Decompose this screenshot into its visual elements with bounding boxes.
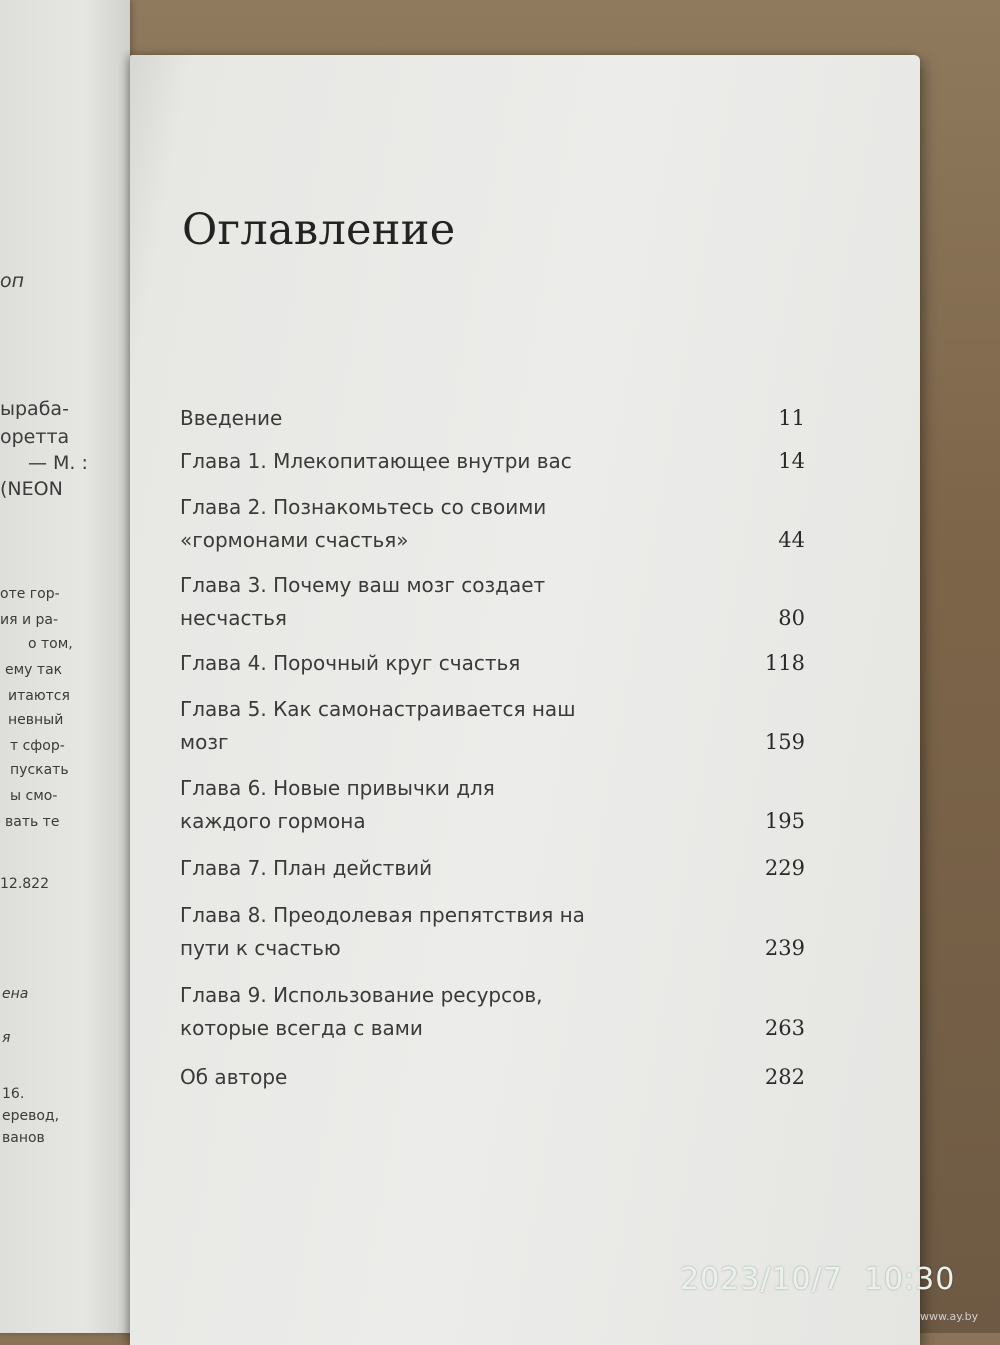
toc-entry-page: 11	[778, 406, 805, 430]
left-page-fragment: 12.822	[0, 876, 49, 892]
left-page-fragment: (NEON	[0, 478, 63, 500]
page-title: Оглавление	[182, 205, 456, 255]
toc-entry	[180, 647, 810, 680]
left-page-fragment: оретта	[0, 426, 70, 448]
toc-entry-page: 80	[778, 606, 805, 630]
left-page-fragment: вать те	[5, 814, 60, 830]
toc-entry-page: 195	[764, 809, 805, 833]
toc-entry-page: 263	[764, 1016, 805, 1040]
toc-entry-title: Глава 1. Млекопитающее внутри вас	[180, 449, 572, 473]
toc-entry-page: 118	[764, 651, 805, 675]
left-page-fragment: ыраба-	[0, 398, 69, 420]
left-page-fragment: ы смо-	[10, 788, 58, 804]
left-page-fragment: т сфор-	[10, 738, 65, 754]
toc-entry	[180, 772, 810, 838]
photo-timestamp: 2023/10/7 10:30	[680, 1262, 956, 1297]
toc-entry-title: Об авторе	[180, 1065, 288, 1089]
toc-entry	[180, 402, 810, 435]
toc-entry-title: Глава 2. Познакомьтесь со своими «гормонами счастья»	[180, 495, 547, 552]
toc-entry	[180, 852, 810, 885]
toc-entry	[180, 1061, 810, 1094]
toc-entry-title: Введение	[180, 406, 283, 430]
left-page-fragment: еревод,	[2, 1108, 60, 1124]
left-page-fragment: итаются	[8, 688, 70, 704]
left-page-fragment: ванов	[2, 1130, 45, 1146]
toc-entry	[180, 445, 810, 478]
left-book-page	[0, 0, 130, 1333]
toc-entry-page: 282	[764, 1065, 805, 1089]
toc-entry-page: 159	[764, 730, 805, 754]
left-page-fragment: ему так	[5, 662, 63, 678]
toc-entry-title: Глава 8. Преодолевая препятствия на пути к счастью	[180, 903, 585, 960]
toc-entry-title: Глава 9. Использование ресурсов, которые всегда с вами	[180, 983, 543, 1040]
toc-entry-title: Глава 6. Новые привычки для каждого гормона	[180, 776, 495, 833]
toc-entry-title: Глава 7. План действий	[180, 856, 433, 880]
left-page-fragment: пускать	[10, 762, 69, 778]
toc-entry-page: 239	[764, 936, 805, 960]
toc-entry	[180, 979, 810, 1045]
left-page-fragment: ия и ра-	[0, 612, 59, 628]
left-page-fragment: невный	[8, 712, 64, 728]
toc-entry-page: 229	[764, 856, 805, 880]
watermark: www.ay.by	[920, 1310, 979, 1323]
toc-entry-page: 14	[778, 449, 805, 473]
toc-entry-title: Глава 5. Как самонастраивается наш мозг	[180, 697, 576, 754]
toc-entry-page: 44	[778, 528, 805, 552]
left-page-fragment: оте гор-	[0, 586, 60, 602]
left-page-fragment: о том,	[28, 636, 73, 652]
toc-entry	[180, 693, 810, 759]
left-page-fragment: я	[2, 1030, 11, 1046]
toc-entry-title: Глава 3. Почему ваш мозг создает несчастья	[180, 573, 546, 630]
toc-entry	[180, 491, 810, 557]
left-page-fragment: оп	[0, 270, 25, 292]
toc-entry	[180, 899, 810, 965]
left-page-fragment: — М. :	[28, 452, 88, 474]
left-page-fragment: 16.	[2, 1086, 25, 1102]
toc-entry-title: Глава 4. Порочный круг счастья	[180, 651, 521, 675]
toc-entry	[180, 569, 810, 635]
left-page-fragment: ена	[2, 986, 29, 1002]
